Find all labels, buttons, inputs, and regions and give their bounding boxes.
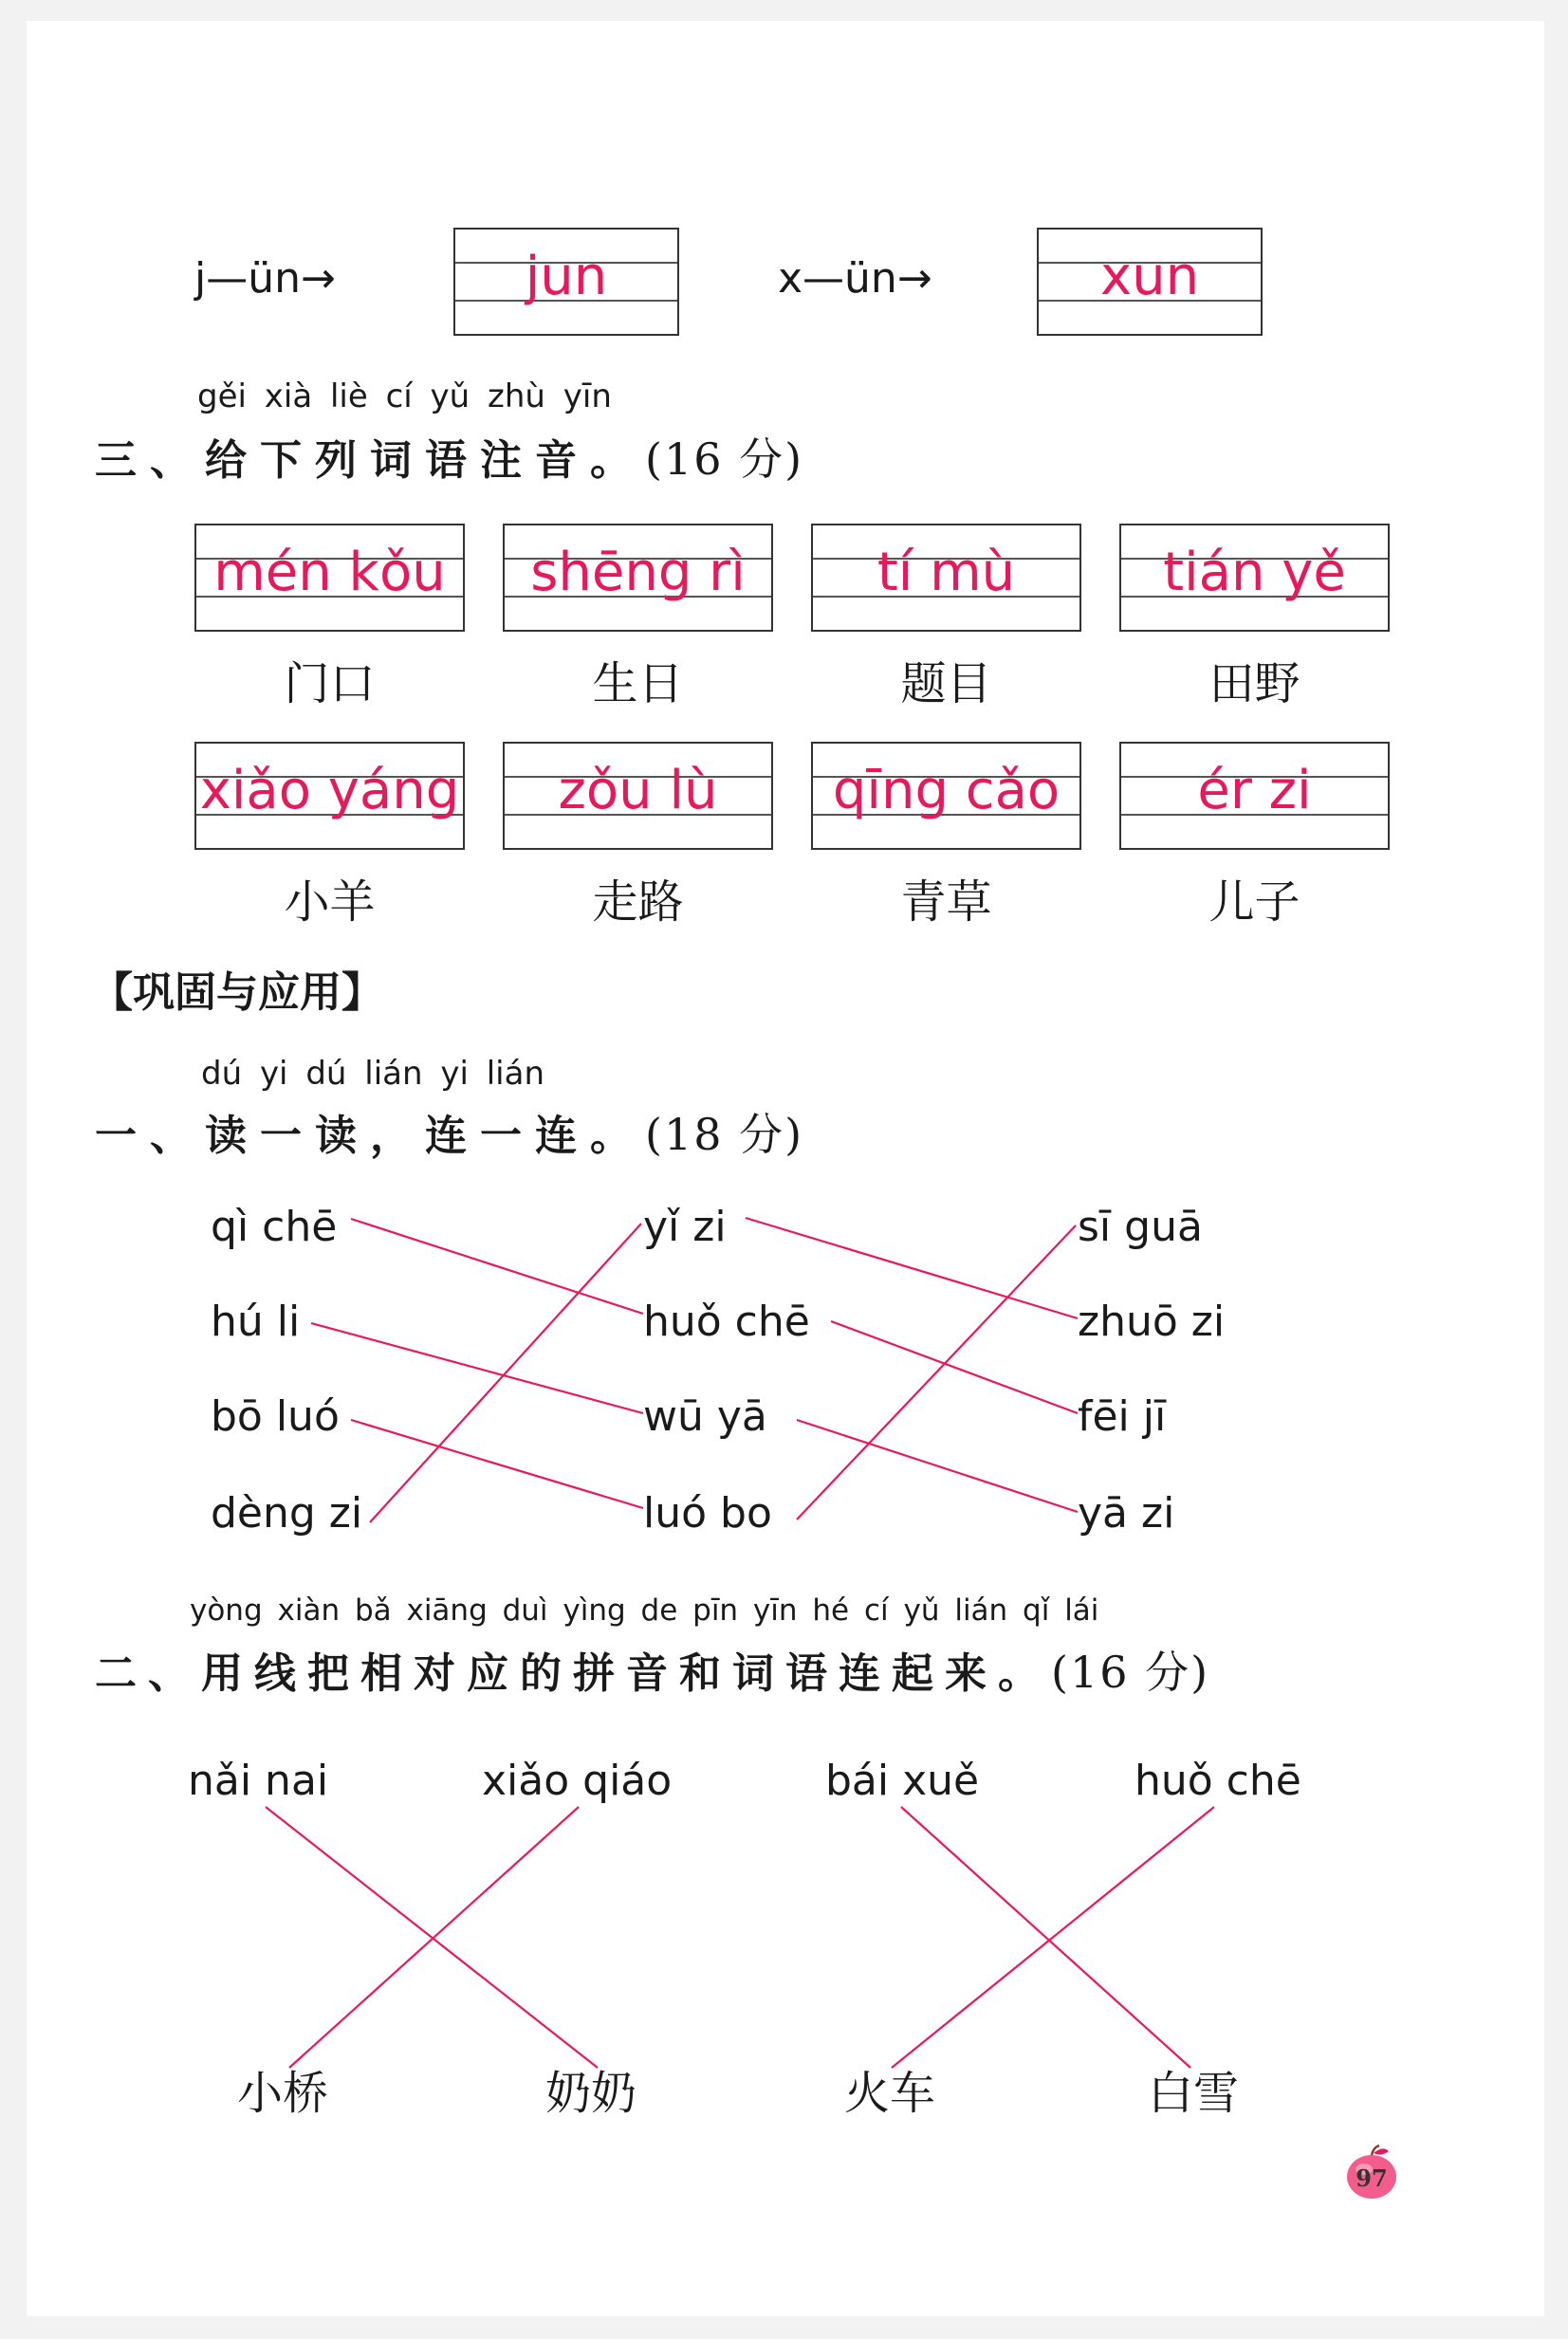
- match-line: [746, 1218, 1078, 1318]
- col3-item: zhuō zi: [1078, 1298, 1226, 1346]
- match-line: [289, 1807, 579, 2068]
- section2-word-item: 白雪: [1148, 2067, 1240, 2120]
- match-line: [831, 1321, 1078, 1413]
- word-hanzi: 田野: [1208, 657, 1301, 710]
- col2-item: wū yā: [643, 1392, 767, 1441]
- word-pinyin: tián yě: [1163, 542, 1346, 603]
- formula-2: x—ün→: [778, 254, 932, 303]
- word-hanzi: 题目: [900, 657, 992, 710]
- col1-item: hú li: [211, 1298, 301, 1346]
- section3-title-text: 三、给下列词语注音。: [95, 436, 645, 485]
- section2-pinyin-item: bái xuě: [825, 1757, 980, 1805]
- word-pinyin: tí mù: [876, 542, 1016, 603]
- col1-item: qì chē: [211, 1203, 338, 1251]
- section1-pinyin-gloss: dú yi dú lián yi lián: [201, 1055, 544, 1093]
- word-pinyin: xiǎo yáng: [199, 760, 460, 821]
- section3-score: (16 分): [645, 433, 804, 485]
- col2-item: luó bo: [643, 1489, 772, 1538]
- word-hanzi: 走路: [592, 875, 684, 929]
- word-hanzi: 门口: [284, 657, 376, 710]
- match-line: [901, 1807, 1190, 2068]
- word-hanzi: 小羊: [284, 875, 376, 929]
- col3-item: yā zi: [1078, 1489, 1175, 1538]
- page-number-badge: [1345, 2144, 1398, 2201]
- section2-word-item: 火车: [844, 2067, 936, 2120]
- match-line: [892, 1807, 1214, 2068]
- word-pinyin: mén kǒu: [213, 542, 446, 603]
- col1-item: bō luó: [211, 1392, 340, 1441]
- word-pinyin: zǒu lù: [558, 760, 718, 821]
- col2-item: yǐ zi: [643, 1203, 727, 1251]
- col2-item: huǒ chē: [643, 1298, 810, 1346]
- word-hanzi: 生日: [592, 657, 684, 710]
- col3-item: sī guā: [1078, 1203, 1203, 1251]
- word-pinyin: ér zi: [1197, 760, 1312, 821]
- section2-word-item: 奶奶: [545, 2067, 637, 2120]
- section2-score: (16 分): [1051, 1647, 1210, 1698]
- word-hanzi: 青草: [900, 875, 992, 929]
- answer-text: xun: [1099, 246, 1200, 307]
- word-pinyin: shēng rì: [530, 542, 746, 603]
- match-line: [797, 1225, 1076, 1519]
- match-line: [266, 1807, 598, 2068]
- section2-title-text: 二、用线把相对应的拼音和词语连起来。: [95, 1649, 1051, 1698]
- section3-pinyin-gloss: gěi xià liè cí yǔ zhù yīn: [197, 378, 612, 415]
- formula-1: j—ün→: [194, 254, 336, 303]
- word-pinyin: qīng cǎo: [832, 760, 1061, 821]
- section2-pinyin-item: huǒ chē: [1134, 1757, 1301, 1805]
- section1-title-text: 一、读一读，连一连。: [95, 1112, 645, 1160]
- word-hanzi: 儿子: [1208, 875, 1301, 929]
- consolidation-header: 【巩固与应用】: [91, 968, 383, 1017]
- answer-text: jun: [525, 246, 608, 307]
- match-line: [797, 1420, 1078, 1512]
- col1-item: dèng zi: [211, 1489, 363, 1538]
- col3-item: fēi jī: [1078, 1392, 1167, 1441]
- match-line: [311, 1323, 643, 1413]
- section2-pinyin-gloss: yòng xiàn bǎ xiāng duì yìng de pīn yīn hé cí yǔ lián qǐ lái: [190, 1593, 1099, 1628]
- match-line: [351, 1219, 643, 1314]
- section2-pinyin-item: xiǎo qiáo: [482, 1757, 673, 1805]
- page-number: 97: [1356, 2164, 1388, 2192]
- section2-pinyin-item: nǎi nai: [188, 1757, 329, 1805]
- section2-word-item: 小桥: [237, 2067, 329, 2120]
- section1-score: (18 分): [645, 1109, 804, 1160]
